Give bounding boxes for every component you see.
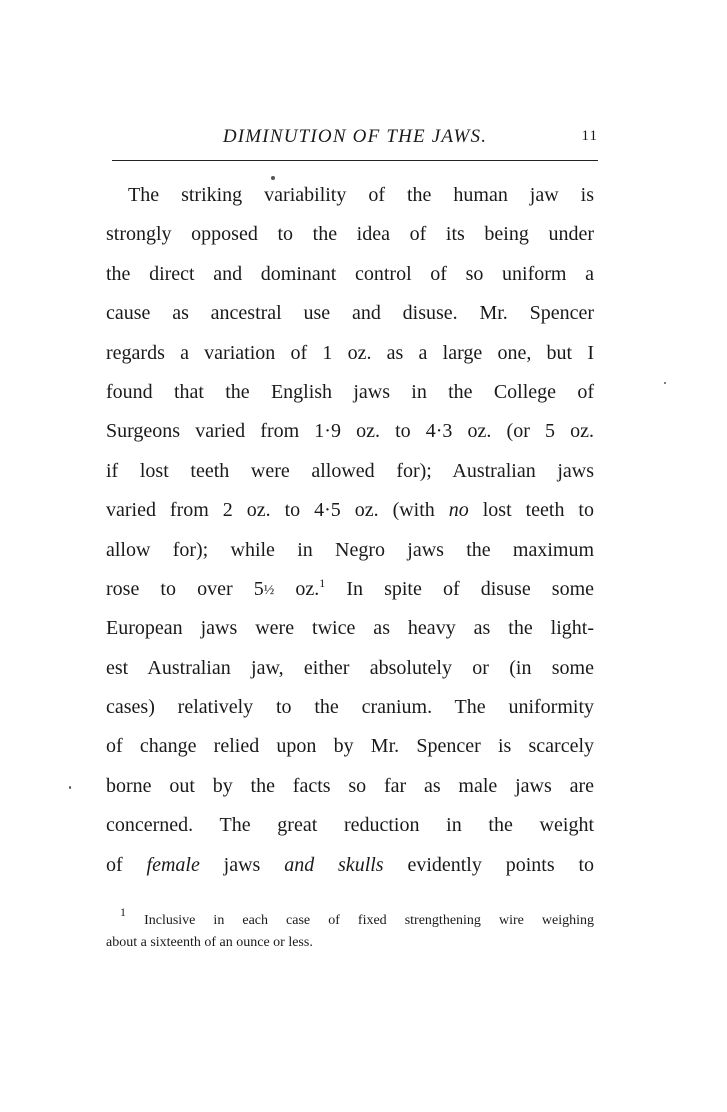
text-segment: jaws bbox=[223, 853, 261, 876]
footnote-line: about a sixteenth of an ounce or less. bbox=[106, 935, 313, 950]
text-line: the direct and dominant control of so uniform a bbox=[106, 262, 594, 285]
text-line: strongly opposed to the idea of its being under bbox=[106, 223, 594, 246]
text-line: cases) relatively to the cranium. The uniformity bbox=[106, 696, 594, 719]
text-line: European jaws were twice as heavy as the light- bbox=[106, 617, 594, 640]
text-line: if lost teeth were allowed for); Australian jaws bbox=[106, 459, 594, 482]
running-title: DIMINUTION OF THE JAWS. bbox=[222, 126, 488, 147]
italic-text: female bbox=[146, 853, 200, 876]
print-speck bbox=[664, 382, 666, 384]
text-segment: varied from 2 oz. to 4·5 oz. (with bbox=[106, 499, 435, 522]
text-line bbox=[106, 491, 594, 530]
text-segment: evidently points to bbox=[407, 853, 594, 876]
footnote-number: 1 bbox=[120, 905, 126, 919]
text-line: of change relied upon by Mr. Spencer is scarcely bbox=[106, 735, 594, 758]
text-segment: In spite of disuse some bbox=[346, 577, 595, 600]
text-line: allow for); while in Negro jaws the maximum bbox=[106, 538, 594, 561]
text-segment: oz. bbox=[295, 577, 320, 600]
text-line: found that the English jaws in the College of bbox=[106, 380, 594, 403]
text-segment: rose to over 5 bbox=[106, 577, 264, 600]
text-segment: of bbox=[106, 853, 123, 876]
footnote bbox=[106, 905, 595, 954]
italic-text: and skulls bbox=[284, 853, 384, 876]
running-head bbox=[112, 124, 598, 152]
text-segment: lost teeth to bbox=[482, 499, 594, 522]
text-line: The striking variability of the human jaw is bbox=[128, 184, 594, 206]
body-paragraph bbox=[106, 176, 594, 885]
text-line: est Australian jaw, either absolutely or (in some bbox=[106, 656, 594, 679]
text-line bbox=[106, 846, 594, 885]
footnote-line bbox=[106, 905, 595, 932]
header-rule bbox=[112, 160, 598, 161]
footnote-marker: 1 bbox=[319, 575, 326, 590]
print-speck bbox=[271, 176, 275, 180]
text-line: concerned. The great reduction in the weight bbox=[106, 814, 594, 837]
print-speck bbox=[69, 786, 71, 789]
text-line: Surgeons varied from 1·9 oz. to 4·3 oz. (or 5 oz. bbox=[106, 420, 594, 443]
page-number: 11 bbox=[581, 128, 598, 144]
text-line: regards a variation of 1 oz. as a large one, but I bbox=[106, 341, 594, 364]
text-line: cause as ancestral use and disuse. Mr. Spencer bbox=[106, 302, 594, 325]
text-line: borne out by the facts so far as male jaws are bbox=[106, 774, 594, 797]
footnote-text: Inclusive in each case of fixed strengthening wire weighing bbox=[144, 913, 595, 928]
italic-text: no bbox=[448, 499, 469, 522]
text-line bbox=[106, 570, 594, 609]
fraction: ½ bbox=[263, 582, 275, 598]
